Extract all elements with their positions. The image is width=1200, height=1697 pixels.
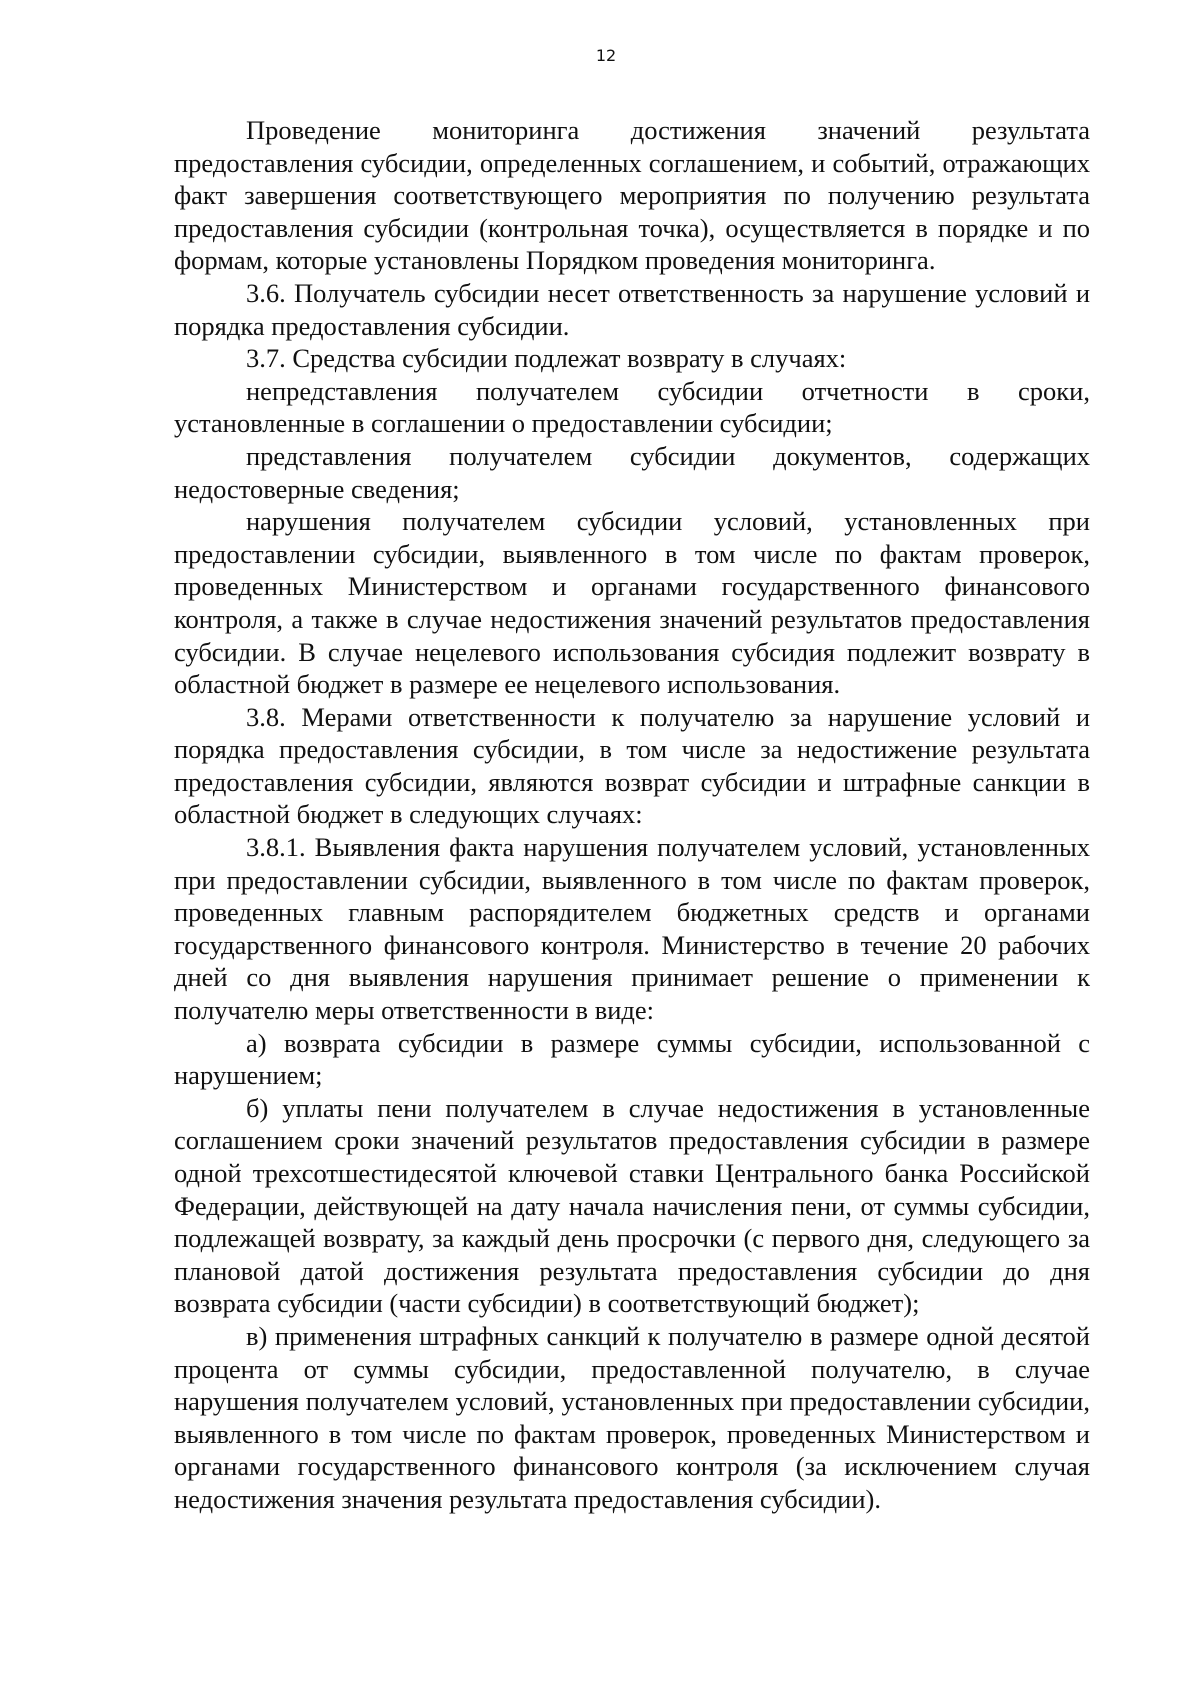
paragraph-non-reporting: непредставления получателем субсидии отчетности в сроки, установленные в соглашении о предоставлении субсидии; [174, 375, 1090, 439]
document-body [174, 114, 1090, 1516]
page-number: 12 [595, 46, 617, 65]
paragraph-item-c: в) применения штрафных санкций к получателю в размере одной десятой процента от суммы субсидии, предоставленной получателю, в случае нарушения получателем условий, установленных при предоставлении субсидии, выявленного в том числе по фактам проверок, проведенных Министерством и органами государственного финансового контроля (за исключением случая недостижения значения результата предоставления субсидии). [174, 1320, 1090, 1514]
paragraph-violation: нарушения получателем субсидии условий, установленных при предоставлении субсидии, выявленного в том числе по фактам проверок, проведенных Министерством и органами государственного финансового контроля, а также в случае недостижения значений результатов предоставления субсидии. В случае нецелевого использования субсидия подлежит возврату в областной бюджет в размере ее нецелевого использования. [174, 506, 1090, 700]
paragraph-3-6: 3.6. Получатель субсидии несет ответственность за нарушение условий и порядка предоставления субсидии. [174, 277, 1090, 341]
paragraph-3-8-1: 3.8.1. Выявления факта нарушения получателем условий, установленных при предоставлении субсидии, выявленного в том числе по фактам проверок, проведенных главным распорядителем бюджетных средств и органами государственного финансового контроля. Министерство в течение 20 рабочих дней со дня выявления нарушения принимает решение о применении к получателю меры ответственности в виде: [174, 832, 1090, 1026]
paragraph-monitoring: Проведение мониторинга достижения значений результата предоставления субсидии, определенных соглашением, и событий, отражающих факт завершения соответствующего мероприятия по получению результата предоставления субсидии (контрольная точка), осуществляется в порядке и по формам, которые установлены Порядком проведения мониторинга. [174, 115, 1090, 276]
paragraph-false-documents: представления получателем субсидии документов, содержащих недостоверные сведения; [174, 440, 1090, 504]
paragraph-item-a: а) возврата субсидии в размере суммы субсидии, использованной с нарушением; [174, 1027, 1090, 1091]
paragraph-3-8: 3.8. Мерами ответственности к получателю за нарушение условий и порядка предоставления субсидии, в том числе за недостижение результата предоставления субсидии, являются возврат субсидии и штрафные санкции в областной бюджет в следующих случаях: [174, 701, 1090, 830]
paragraph-3-7: 3.7. Средства субсидии подлежат возврату в случаях: [246, 343, 847, 374]
paragraph-item-b: б) уплаты пени получателем в случае недостижения в установленные соглашением сроки значений результатов предоставления субсидии в размере одной трехсотшестидесятой ключевой ставки Центрального банка Российской Федерации, действующей на дату начала начисления пени, от суммы субсидии, подлежащей возврату, за каждый день просрочки (с первого дня, следующего за плановой датой достижения результата предоставления субсидии до дня возврата субсидии (части субсидии) в соответствующий бюджет); [174, 1092, 1090, 1319]
